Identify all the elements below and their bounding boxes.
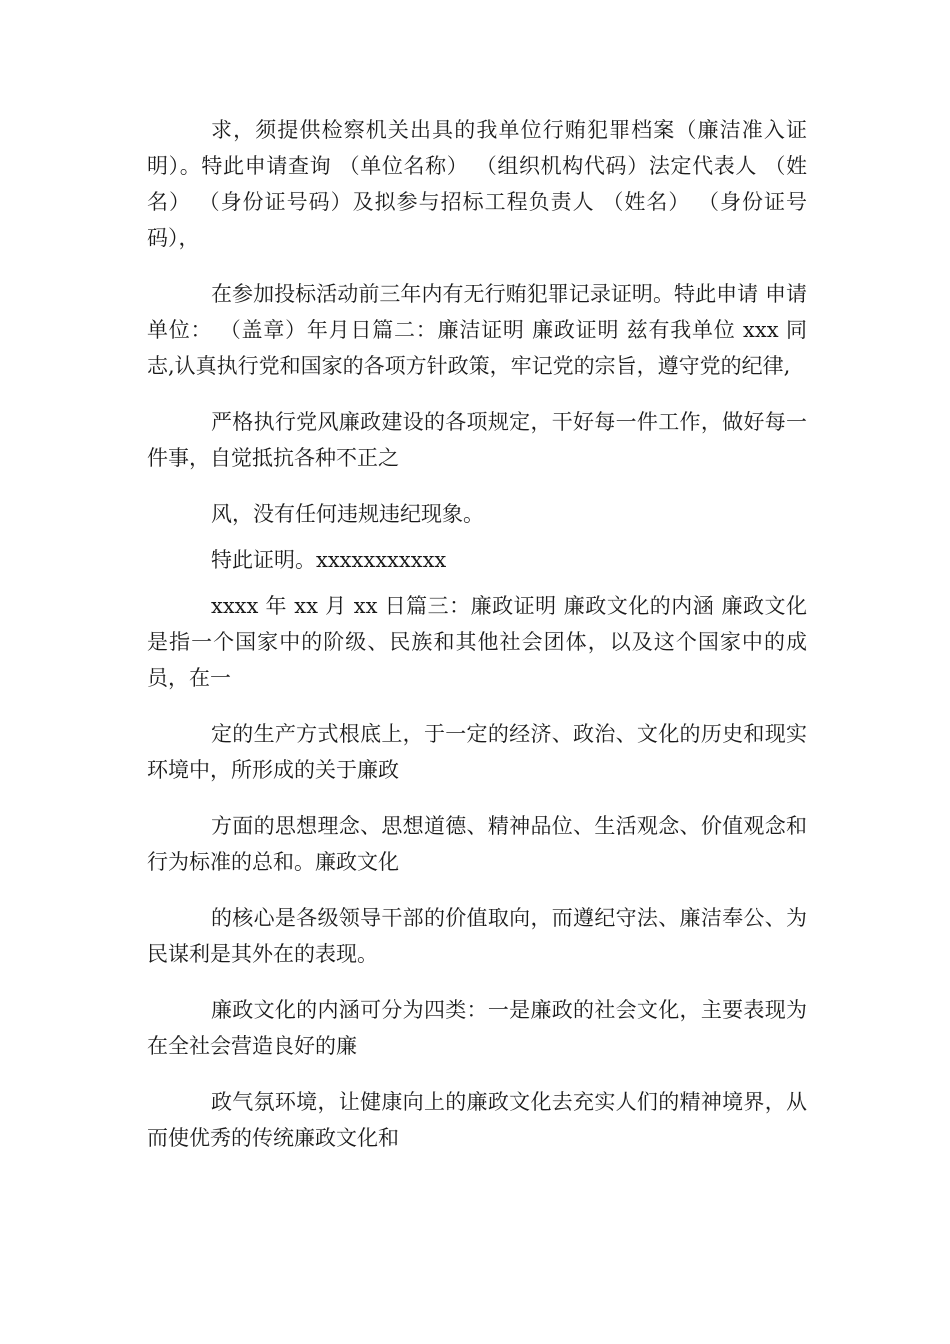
paragraph-10: 廉政文化的内涵可分为四类：一是廉政的社会文化，主要表现为在全社会营造良好的廉 [147, 998, 807, 1058]
paragraph-2: 在参加投标活动前三年内有无行贿犯罪记录证明。特此申请 申请单位： （盖章）年月日篇二：廉洁证明 廉政证明 兹有我单位 xxx 同志,认真执行党和国家的各项方针政策，牢记党的宗旨，遵守党的纪律, [147, 282, 807, 378]
paragraph-8: 方面的思想理念、思想道德、精神品位、生活观念、价值观念和行为标准的总和。廉政文化 [147, 814, 807, 874]
paragraph-11: 政气氛环境，让健康向上的廉政文化去充实人们的精神境界，从而使优秀的传统廉政文化和 [147, 1090, 807, 1150]
paragraph-3: 严格执行党风廉政建设的各项规定，干好每一件工作，做好每一件事，自觉抵抗各种不正之 [147, 410, 807, 470]
document-body [147, 112, 807, 1156]
paragraph-5: 特此证明。xxxxxxxxxxx [211, 548, 447, 572]
paragraph-9: 的核心是各级领导干部的价值取向，而遵纪守法、廉洁奉公、为民谋利是其外在的表现。 [147, 906, 807, 966]
paragraph-1: 求，须提供检察机关出具的我单位行贿犯罪档案（廉洁准入证明）。特此申请查询 （单位名称） （组织机构代码）法定代表人 （姓名） （身份证号码）及拟参与招标工程负责人 （姓名） （身份证号码）， [147, 118, 807, 250]
paragraph-6: xxxx 年 xx 月 xx 日篇三：廉政证明 廉政文化的内涵 廉政文化是指一个国家中的阶级、民族和其他社会团体，以及这个国家中的成员，在一 [147, 594, 807, 690]
paragraph-4: 风，没有任何违规违纪现象。 [211, 502, 484, 526]
paragraph-7: 定的生产方式根底上，于一定的经济、政治、文化的历史和现实环境中，所形成的关于廉政 [147, 722, 807, 782]
